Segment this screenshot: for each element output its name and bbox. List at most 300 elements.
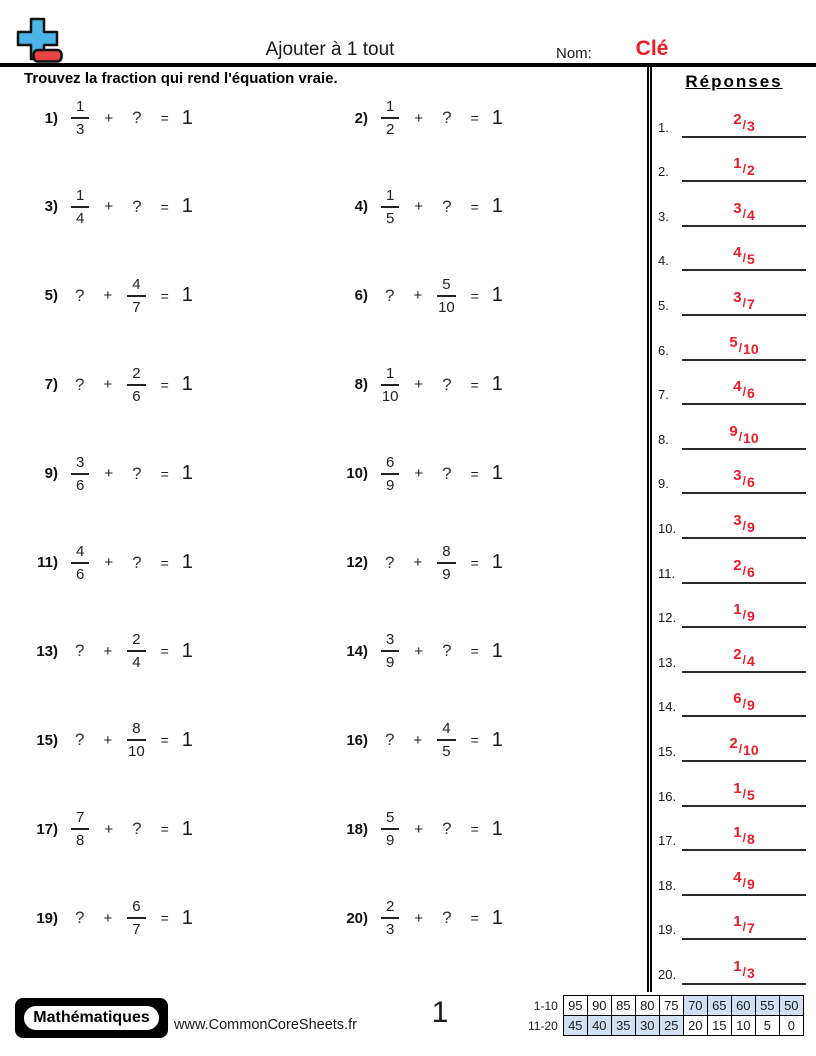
answer-blank-line [682, 760, 806, 762]
grade-cell: 15 [707, 1016, 731, 1036]
plus-sign: + [103, 287, 113, 305]
result-one: 1 [491, 195, 503, 218]
answer-fraction [682, 468, 806, 490]
problem-item [334, 264, 503, 328]
answer-numerator: 3 [733, 288, 742, 306]
result-one: 1 [181, 639, 193, 662]
fraction-denominator: 6 [76, 565, 85, 583]
answer-denominator: 6 [746, 474, 755, 491]
fraction [127, 632, 145, 670]
plus-sign: + [414, 109, 424, 127]
grade-cell: 40 [587, 1016, 611, 1036]
fraction [127, 899, 145, 937]
fraction-numerator: 4 [437, 721, 455, 741]
fraction [381, 455, 399, 493]
problem-number: 3) [44, 198, 58, 216]
unknown-question-mark: ? [442, 641, 452, 661]
answer-blank-line [682, 582, 806, 584]
equals-sign: = [470, 910, 479, 927]
equals-sign: = [160, 821, 169, 838]
answer-blank-line [682, 537, 806, 539]
answer-blank-line [682, 938, 806, 940]
plus-sign: + [103, 731, 113, 749]
fraction-slash: / [742, 117, 746, 132]
result-one: 1 [491, 462, 503, 485]
answer-number: 7. [658, 387, 669, 403]
result-one: 1 [491, 284, 503, 307]
fraction [381, 810, 399, 848]
answer-fraction [682, 914, 806, 936]
answer-number: 14. [658, 699, 677, 715]
problem-item [334, 353, 503, 417]
plus-sign: + [414, 465, 424, 483]
grade-cell: 95 [563, 996, 587, 1016]
answer-number: 13. [658, 654, 677, 670]
answer-row [656, 499, 812, 544]
fraction [71, 188, 89, 226]
answer-fraction [682, 201, 806, 223]
problem-item [334, 797, 503, 861]
answer-number: 1. [658, 119, 669, 135]
fraction [437, 277, 455, 315]
problem-item [24, 886, 193, 950]
equals-sign: = [470, 465, 479, 482]
plus-sign: + [104, 554, 114, 571]
answer-numerator: 4 [733, 868, 742, 886]
grade-range-label: 1-10 [533, 998, 558, 1013]
equals-sign: = [160, 376, 169, 393]
answer-denominator: 5 [746, 251, 755, 268]
answer-blank-line [682, 448, 806, 450]
answer-fraction [682, 647, 806, 669]
plus-sign: + [104, 820, 114, 838]
equals-sign: = [470, 732, 479, 749]
grade-cell: 80 [635, 996, 659, 1016]
answer-numerator: 1 [733, 155, 742, 173]
grade-cell: 5 [755, 1016, 779, 1036]
fraction-numerator: 8 [127, 721, 145, 741]
fraction-denominator: 7 [132, 298, 141, 316]
plus-sign: + [103, 642, 113, 660]
grade-cell: 10 [731, 1016, 755, 1036]
plus-sign: + [103, 376, 113, 394]
fraction-denominator: 4 [76, 209, 85, 227]
answer-number: 17. [658, 833, 677, 849]
fraction [71, 544, 89, 582]
answer-blank-line [682, 492, 806, 494]
problem-item [24, 353, 193, 417]
fraction [71, 455, 89, 493]
answer-numerator: 5 [729, 333, 738, 351]
equals-sign: = [160, 732, 169, 749]
fraction-numerator: 6 [127, 899, 145, 919]
answer-row [656, 856, 812, 901]
plus-sign: + [104, 109, 114, 127]
equals-sign: = [470, 110, 479, 126]
answer-denominator: 3 [746, 964, 755, 981]
unknown-question-mark: ? [442, 374, 452, 394]
equals-sign: = [470, 376, 479, 393]
grade-row [528, 1016, 803, 1036]
fraction-slash: / [738, 741, 743, 756]
answer-row [656, 544, 812, 589]
page-number: 1 [431, 996, 449, 1029]
equals-sign: = [160, 198, 169, 215]
answer-number: 15. [658, 743, 677, 759]
answer-denominator: 4 [746, 206, 755, 223]
fraction-denominator: 6 [132, 387, 141, 405]
fraction-numerator: 3 [71, 455, 89, 475]
problem-number: 12) [346, 554, 368, 571]
fraction [381, 99, 399, 137]
unknown-question-mark: ? [75, 641, 85, 661]
website-url: www.CommonCoreSheets.fr [174, 1017, 357, 1033]
answer-fraction [682, 781, 806, 803]
fraction-denominator: 3 [76, 121, 85, 138]
answers-heading: Réponses [685, 72, 783, 91]
fraction-slash: / [742, 563, 746, 578]
fraction [381, 366, 399, 404]
fraction-denominator: 9 [386, 832, 395, 850]
problem-number: 5) [44, 287, 58, 305]
problem-number: 14) [346, 642, 368, 660]
problem-item [24, 797, 193, 861]
answer-number: 11. [658, 565, 676, 581]
answer-numerator: 3 [733, 511, 742, 529]
answers-column [656, 98, 812, 990]
result-one: 1 [491, 551, 503, 573]
problem-item [334, 708, 503, 772]
answer-blank-line [682, 225, 806, 227]
answer-fraction [682, 691, 806, 713]
answer-blank-line [682, 626, 806, 628]
problem-item [334, 886, 503, 950]
answer-fraction [682, 156, 806, 178]
fraction-numerator: 1 [71, 99, 89, 119]
answer-fraction [682, 424, 806, 446]
fraction-denominator: 3 [386, 921, 395, 939]
answer-key-name: Clé [635, 37, 669, 60]
fraction [437, 544, 455, 582]
answer-blank-line [682, 805, 806, 807]
answer-numerator: 1 [733, 957, 742, 975]
answer-fraction [682, 112, 806, 134]
problem-number: 13) [36, 642, 58, 660]
answer-denominator: 10 [743, 429, 759, 446]
fraction-denominator: 9 [442, 565, 451, 583]
fraction-slash: / [742, 206, 746, 221]
grade-cell: 45 [563, 1016, 587, 1036]
grade-cell: 90 [587, 996, 611, 1016]
answer-number: 5. [658, 297, 669, 313]
answer-number: 9. [658, 476, 669, 492]
answer-denominator: 7 [746, 920, 755, 937]
answer-number: 8. [658, 431, 669, 447]
grade-cell: 85 [611, 996, 635, 1016]
answer-fraction [682, 736, 806, 758]
result-one: 1 [491, 906, 503, 929]
answer-row [656, 98, 812, 143]
fraction-slash: / [738, 429, 743, 444]
answer-blank-line [682, 269, 806, 271]
answer-numerator: 1 [733, 601, 742, 619]
fraction-slash: / [742, 295, 746, 310]
result-one: 1 [181, 906, 193, 929]
fraction-denominator: 6 [76, 476, 85, 494]
fraction-slash: / [742, 697, 746, 712]
unknown-question-mark: ? [132, 463, 142, 483]
answer-fraction [682, 290, 806, 312]
problem-number: 16) [346, 731, 368, 749]
fraction [381, 899, 399, 937]
problem-number: 6) [354, 287, 368, 305]
problem-item [334, 175, 503, 239]
answer-number: 4. [658, 253, 669, 269]
fraction-numerator: 5 [381, 810, 399, 830]
grade-cell: 65 [707, 996, 731, 1016]
fraction-numerator: 1 [381, 188, 399, 208]
fraction [437, 721, 455, 759]
unknown-question-mark: ? [132, 196, 142, 216]
answer-numerator: 9 [729, 422, 738, 440]
answer-fraction [682, 245, 806, 267]
fraction-numerator: 4 [127, 277, 145, 297]
unknown-question-mark: ? [132, 552, 142, 572]
answer-row [656, 232, 812, 277]
fraction-denominator: 9 [386, 476, 395, 494]
fraction-numerator: 1 [381, 366, 399, 386]
result-one: 1 [491, 728, 503, 751]
problem-item [24, 442, 193, 506]
plus-sign: + [103, 909, 113, 927]
fraction-slash: / [742, 608, 746, 623]
result-one: 1 [491, 639, 503, 662]
equals-sign: = [160, 287, 169, 304]
answer-blank-line [682, 715, 806, 717]
fraction-slash: / [742, 920, 746, 935]
answer-number: 18. [658, 877, 677, 893]
plus-sign: + [413, 554, 423, 571]
grade-range-label: 11-20 [528, 1018, 558, 1033]
fraction [127, 277, 145, 315]
fraction-slash: / [738, 340, 743, 355]
name-label: Nom: [556, 45, 592, 62]
problem-item [334, 442, 503, 506]
unknown-question-mark: ? [75, 730, 85, 750]
answer-blank-line [682, 403, 806, 405]
answer-row [656, 945, 812, 990]
fraction-slash: / [742, 831, 746, 846]
fraction-slash: / [742, 251, 746, 266]
answer-row [656, 901, 812, 946]
problem-number: 7) [44, 376, 58, 394]
grade-cell: 70 [683, 996, 707, 1016]
fraction-denominator: 10 [381, 387, 399, 405]
problem-item [24, 175, 193, 239]
result-one: 1 [491, 373, 503, 396]
fraction-slash: / [742, 385, 746, 400]
answer-denominator: 2 [746, 162, 755, 179]
worksheet-title: Ajouter à 1 tout [265, 39, 395, 60]
unknown-question-mark: ? [132, 819, 142, 839]
answer-fraction [682, 825, 806, 847]
equals-sign: = [160, 910, 169, 927]
problem-item [24, 86, 193, 150]
fraction [381, 632, 399, 670]
answer-denominator: 7 [746, 295, 755, 312]
answer-numerator: 3 [733, 199, 742, 217]
problem-number: 17) [36, 820, 58, 838]
fraction-numerator: 4 [71, 544, 89, 564]
problem-item [24, 531, 193, 595]
fraction-slash: / [742, 162, 746, 177]
answer-fraction [682, 870, 806, 892]
answer-numerator: 1 [733, 779, 742, 797]
fraction-numerator: 3 [381, 632, 399, 652]
problem-number: 8) [354, 376, 368, 394]
answer-denominator: 9 [746, 875, 755, 892]
answer-row [656, 143, 812, 188]
answer-blank-line [682, 314, 806, 316]
answer-fraction [682, 959, 806, 981]
answer-row [656, 633, 812, 678]
fraction-denominator: 10 [128, 743, 145, 761]
problem-number: 15) [36, 731, 58, 749]
grade-cell: 75 [659, 996, 683, 1016]
answer-denominator: 6 [746, 385, 755, 402]
fraction-numerator: 2 [381, 899, 399, 919]
result-one: 1 [181, 373, 193, 396]
grade-row [528, 996, 803, 1016]
answer-numerator: 1 [733, 824, 742, 842]
answer-denominator: 9 [746, 518, 755, 535]
answer-denominator: 6 [746, 563, 755, 580]
result-one: 1 [491, 106, 503, 129]
answer-numerator: 2 [733, 645, 742, 663]
problem-item [334, 619, 503, 683]
answer-fraction [682, 602, 806, 624]
equals-sign: = [160, 554, 169, 571]
answer-blank-line [682, 849, 806, 851]
problem-number: 9) [44, 465, 58, 483]
plus-sign: + [413, 287, 423, 305]
answer-row [656, 321, 812, 366]
answer-row [656, 187, 812, 232]
grade-cell: 20 [683, 1016, 707, 1036]
fraction-slash: / [742, 474, 746, 489]
problem-number: 1) [44, 109, 58, 127]
unknown-question-mark: ? [442, 196, 452, 216]
problem-number: 19) [36, 909, 58, 927]
unknown-question-mark: ? [75, 374, 85, 394]
fraction-denominator: 9 [386, 654, 395, 672]
equals-sign: = [470, 198, 479, 215]
equals-sign: = [160, 465, 169, 482]
equals-sign: = [160, 643, 169, 660]
brand-name: Mathématiques [22, 1004, 160, 1032]
fraction-numerator: 1 [71, 188, 89, 208]
answer-blank-line [682, 983, 806, 985]
fraction-denominator: 4 [132, 654, 141, 672]
answer-blank-line [682, 894, 806, 896]
answer-fraction [682, 513, 806, 535]
equals-sign: = [470, 554, 479, 571]
equals-sign: = [470, 643, 479, 660]
answer-number: 10. [658, 520, 677, 536]
plus-sign: + [414, 909, 424, 927]
fraction-slash: / [742, 652, 746, 667]
fraction [71, 99, 89, 137]
unknown-question-mark: ? [442, 819, 452, 839]
answer-numerator: 3 [733, 467, 742, 485]
answer-number: 19. [658, 922, 677, 938]
plus-sign: + [414, 820, 424, 838]
grade-cell: 0 [779, 1016, 803, 1036]
unknown-question-mark: ? [442, 908, 452, 928]
unknown-question-mark: ? [385, 552, 395, 572]
fraction [381, 188, 399, 226]
result-one: 1 [181, 106, 193, 129]
problem-item [334, 531, 503, 595]
fraction-denominator: 8 [76, 832, 85, 850]
fraction-slash: / [742, 875, 746, 890]
unknown-question-mark: ? [385, 730, 395, 750]
answer-blank-line [682, 359, 806, 361]
fraction-slash: / [742, 964, 746, 979]
answer-denominator: 10 [743, 741, 759, 758]
unknown-question-mark: ? [75, 908, 85, 928]
answer-numerator: 2 [733, 556, 742, 574]
answer-row [656, 276, 812, 321]
fraction-numerator: 5 [437, 277, 455, 297]
answer-denominator: 10 [743, 340, 759, 357]
answer-denominator: 4 [746, 652, 755, 669]
problem-number: 18) [346, 820, 368, 838]
answer-row [656, 812, 812, 857]
result-one: 1 [181, 284, 193, 307]
answer-denominator: 9 [746, 608, 755, 625]
fraction-numerator: 8 [437, 544, 455, 564]
fraction-slash: / [742, 518, 746, 533]
grade-cell: 55 [755, 996, 779, 1016]
answer-denominator: 8 [746, 831, 755, 848]
problem-number: 11) [37, 554, 58, 571]
fraction-denominator: 5 [386, 209, 395, 227]
answer-blank-line [682, 136, 806, 138]
answer-fraction [682, 379, 806, 401]
answer-row [656, 589, 812, 634]
equals-sign: = [160, 110, 169, 126]
grade-cell: 25 [659, 1016, 683, 1036]
unknown-question-mark: ? [132, 108, 142, 127]
result-one: 1 [181, 728, 193, 751]
fraction-numerator: 2 [127, 366, 145, 386]
equals-sign: = [470, 287, 479, 304]
grading-scale-table [528, 995, 804, 1036]
answer-numerator: 2 [729, 734, 738, 752]
fraction-numerator: 1 [381, 99, 399, 119]
fraction [127, 366, 145, 404]
result-one: 1 [181, 551, 193, 573]
problem-item [24, 619, 193, 683]
answer-fraction [682, 335, 806, 357]
grade-cell: 35 [611, 1016, 635, 1036]
grade-cell: 30 [635, 1016, 659, 1036]
answer-fraction [682, 558, 806, 580]
answer-row [656, 366, 812, 411]
fraction [71, 810, 89, 848]
unknown-question-mark: ? [442, 108, 452, 127]
